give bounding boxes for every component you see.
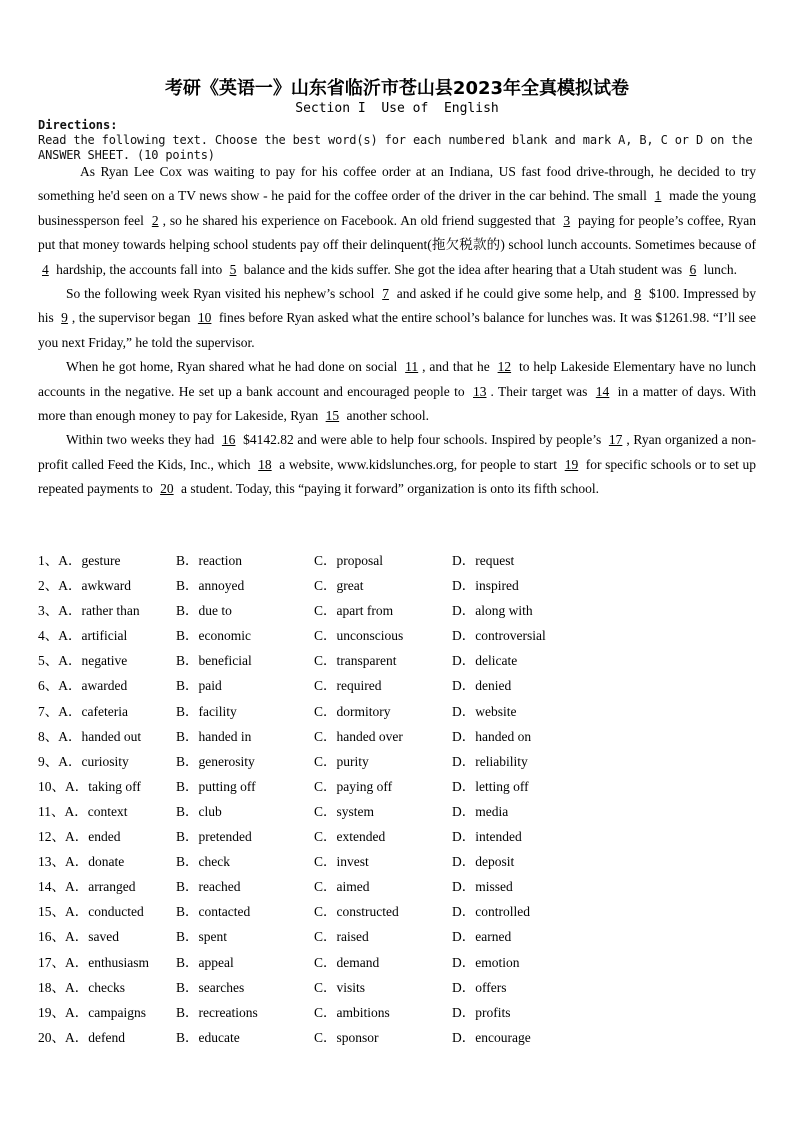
blank-4: 4 (42, 261, 49, 277)
option-c: C．handed over (314, 728, 403, 744)
option-a (38, 799, 128, 824)
question-row (38, 623, 756, 648)
option-a (38, 648, 127, 673)
question-row (38, 774, 756, 799)
question-row (38, 849, 756, 874)
passage-text: , and that he (422, 359, 494, 375)
option-d: D．delicate (452, 653, 518, 669)
passage-text: in a matter of days. With more than enough money to pay for Lakeside, Ryan (38, 383, 756, 424)
blank-6: 6 (689, 261, 697, 277)
passage-text: , Ryan organized a non-profit called Feed the Kids, Inc., which (38, 432, 756, 472)
question-row (38, 975, 756, 1000)
option-a (38, 849, 124, 874)
option-b: B．contacted (176, 904, 251, 920)
option-c: C．system (314, 803, 375, 819)
question-number: 15、 (38, 904, 65, 920)
passage-text: $4142.82 and were able to help four schools. Inspired by people’s (239, 432, 605, 448)
passage-text: As Ryan Lee Cox was waiting to pay for his coffee order at an Indiana, US fast food drive-through, he decided to try something he'd seen on a TV news show - he paid for the coffee order of the driver in the car behind. The small (38, 164, 756, 204)
option-c: C．demand (314, 954, 380, 970)
option-a-text: A．awkward (58, 578, 131, 594)
option-d: D．profits (452, 1004, 511, 1020)
option-a-text: A．artificial (58, 628, 128, 644)
section-subtitle: Section I Use of English (295, 101, 499, 116)
option-b: B．economic (176, 628, 251, 644)
directions-label: Directions: (38, 118, 118, 132)
question-number: 4、 (38, 628, 59, 644)
option-a (38, 724, 141, 749)
cloze-passage (38, 160, 756, 502)
page-title: 考研《英语一》山东省临沂市苍山县2023年全真模拟试卷 (164, 78, 630, 99)
option-a-text: A．ended (65, 829, 121, 845)
option-d: D．denied (452, 678, 512, 694)
option-a (38, 824, 120, 849)
blank-14: 14 (595, 383, 610, 399)
option-d: D．controversial (452, 628, 546, 644)
question-number: 5、 (38, 653, 59, 669)
passage-text: . Their target was (490, 383, 592, 399)
blank-8: 8 (634, 286, 642, 302)
question-row (38, 924, 756, 949)
option-c: C．transparent (314, 653, 397, 669)
passage-text: fines before Ryan asked what the entire school’s balance for lunches was. It was $1261.98. “I’ll see you next Friday,” he told the supervisor. (38, 310, 756, 350)
option-b: B．reaction (176, 553, 242, 568)
blank-15: 15 (325, 408, 340, 424)
option-a-text: A．handed out (58, 728, 142, 744)
blank-17: 17 (608, 432, 623, 448)
question-row (38, 749, 756, 774)
option-a-text: A．arranged (65, 879, 136, 895)
option-a-text: A．rather than (58, 603, 140, 619)
option-a (38, 598, 140, 623)
option-d: D．encourage (452, 1029, 531, 1045)
passage-text: to help Lakeside Elementary have no lunch accounts in the negative. He set up a bank account and encouraged people to (38, 359, 756, 399)
option-b: B．facility (176, 703, 237, 719)
blank-12: 12 (497, 359, 512, 375)
option-d: D．reliability (452, 753, 528, 769)
question-number: 2、 (38, 578, 59, 594)
passage-paragraph (38, 355, 756, 428)
question-number: 13、 (38, 854, 65, 870)
option-a-text: A．saved (65, 929, 119, 945)
option-c: C．raised (314, 929, 369, 945)
option-a (38, 774, 141, 799)
option-c: C．invest (314, 854, 369, 870)
option-c: C．required (314, 678, 382, 694)
option-c: C．paying off (314, 778, 393, 794)
question-row (38, 799, 756, 824)
option-a (38, 950, 149, 975)
option-d: D．along with (452, 603, 533, 619)
option-c: C．proposal (314, 553, 383, 568)
option-d: D．intended (452, 829, 522, 845)
passage-text: , so he shared his experience on Facebook. An old friend suggested that (162, 212, 560, 228)
option-a-text: A．context (64, 803, 128, 819)
option-d: D．handed on (452, 728, 532, 744)
passage-text: Within two weeks they had (66, 432, 218, 448)
option-b: B．paid (176, 678, 222, 694)
option-a (38, 699, 128, 724)
passage-text: $100. Impressed by his (38, 286, 756, 326)
passage-text: balance and the kids suffer. She got the idea after hearing that a Utah student was (240, 261, 686, 277)
option-c: C．ambitions (314, 1004, 390, 1020)
question-row (38, 950, 756, 975)
blank-2: 2 (151, 212, 159, 228)
option-d: D．earned (452, 929, 512, 945)
option-c: C．purity (314, 753, 369, 769)
option-c: C．sponsor (314, 1029, 379, 1045)
passage-text: , the supervisor began (71, 310, 194, 326)
question-number: 6、 (38, 678, 59, 694)
passage-text: made the young businessperson feel (38, 188, 756, 228)
option-a-text: A．awarded (58, 678, 128, 694)
option-b: B．check (176, 854, 230, 870)
option-a-text: A．taking off (65, 778, 141, 794)
option-a (38, 924, 119, 949)
option-a-text: A．negative (58, 653, 128, 669)
option-c: C．apart from (314, 603, 394, 619)
option-d: D．media (452, 803, 509, 819)
option-a (38, 749, 129, 774)
option-b: B．club (176, 803, 222, 819)
option-d: D．emotion (452, 954, 520, 970)
passage-text: paying for people’s coffee, Ryan put that money towards helping school students pay off their delinquent(拖欠税款的) school lunch accounts. Sometimes because of (38, 212, 756, 253)
option-a-text: A．enthusiasm (65, 954, 149, 970)
question-row (38, 699, 756, 724)
option-c: C．aimed (314, 879, 370, 895)
option-a (38, 1000, 146, 1025)
option-a (38, 673, 127, 698)
question-number: 20、 (38, 1029, 65, 1045)
question-number: 8、 (38, 728, 59, 744)
option-a-text: A．checks (65, 979, 125, 995)
option-b: B．spent (176, 929, 228, 945)
option-a (38, 874, 135, 899)
blank-10: 10 (197, 310, 212, 326)
question-row (38, 824, 756, 849)
passage-text: for specific schools or to set up repeated payments to (38, 456, 756, 497)
question-row (38, 673, 756, 698)
option-d: D．website (452, 703, 517, 719)
option-d: D．inspired (452, 578, 519, 594)
option-c: C．visits (314, 979, 366, 995)
option-a (38, 623, 127, 648)
blank-5: 5 (229, 261, 237, 277)
option-a (38, 975, 125, 1000)
passage-paragraph (38, 282, 756, 355)
option-a-text: A．defend (65, 1029, 125, 1045)
question-options-list (38, 548, 756, 1050)
option-a (38, 899, 144, 924)
blank-18: 18 (258, 456, 272, 472)
passage-text: lunch. (700, 261, 737, 277)
option-b: B．beneficial (176, 653, 252, 669)
option-c: C．extended (314, 829, 386, 845)
question-row (38, 598, 756, 623)
question-row (38, 573, 756, 598)
blank-16: 16 (221, 432, 236, 448)
option-b: B．searches (176, 979, 245, 995)
blank-9: 9 (61, 310, 68, 326)
option-a-text: A．campaigns (65, 1004, 146, 1020)
question-number: 19、 (38, 1004, 65, 1020)
option-c: C．great (314, 578, 364, 594)
option-d: D．request (452, 553, 515, 568)
option-c: C．dormitory (314, 703, 391, 719)
passage-paragraph (38, 160, 756, 282)
question-number: 16、 (38, 929, 65, 945)
question-row (38, 874, 756, 899)
directions-text: Read the following text. Choose the best word(s) for each numbered blank and mark A, B, C or D on the ANSWER SHEET. (10 points) (38, 133, 753, 162)
option-b: B．recreations (176, 1004, 258, 1020)
passage-text: a website, www.kidslunches.org, for people to start (275, 456, 561, 472)
option-d: D．controlled (452, 904, 530, 920)
option-a-text: A．cafeteria (58, 703, 128, 719)
blank-19: 19 (564, 456, 579, 472)
question-number: 17、 (38, 954, 65, 970)
option-b: B．annoyed (176, 578, 245, 594)
option-a (38, 548, 120, 573)
question-number: 12、 (38, 829, 65, 845)
option-d: D．deposit (452, 854, 515, 870)
blank-3: 3 (563, 212, 571, 228)
option-a-text: A．curiosity (58, 753, 129, 769)
option-d: D．letting off (452, 778, 529, 794)
option-c: C．unconscious (314, 628, 404, 644)
passage-text: a student. Today, this “paying it forward” organization is onto its fifth school. (177, 481, 599, 497)
question-row (38, 548, 756, 573)
option-d: D．offers (452, 979, 507, 995)
option-b: B．educate (176, 1029, 240, 1045)
question-number: 11、 (38, 803, 65, 819)
blank-11: 11 (405, 359, 419, 375)
question-row (38, 724, 756, 749)
question-row (38, 1025, 756, 1050)
option-b: B．putting off (176, 778, 256, 794)
option-c: C．constructed (314, 904, 399, 920)
blank-13: 13 (473, 383, 487, 399)
blank-20: 20 (160, 481, 174, 497)
option-b: B．due to (176, 603, 232, 619)
passage-paragraph (38, 428, 756, 501)
question-row (38, 1000, 756, 1025)
question-number: 7、 (38, 703, 59, 719)
passage-text: hardship, the accounts fall into (52, 261, 226, 277)
option-b: B．pretended (176, 829, 252, 845)
option-a-text: A．conducted (65, 904, 144, 920)
question-number: 14、 (38, 879, 65, 895)
option-b: B．appeal (176, 954, 234, 970)
directions (38, 118, 756, 163)
question-number: 10、 (38, 778, 65, 794)
question-number: 9、 (38, 753, 59, 769)
question-number: 18、 (38, 979, 65, 995)
passage-text: and asked if he could give some help, and (392, 286, 631, 302)
passage-text: So the following week Ryan visited his nephew’s school (66, 286, 379, 302)
option-b: B．generosity (176, 753, 255, 769)
question-row (38, 899, 756, 924)
passage-text: When he got home, Ryan shared what he had done on social (66, 359, 402, 375)
option-b: B．reached (176, 879, 241, 895)
option-d: D．missed (452, 879, 513, 895)
question-number: 3、 (38, 603, 59, 619)
question-number: 1、 (38, 553, 59, 568)
question-row (38, 648, 756, 673)
blank-1: 1 (654, 188, 662, 204)
blank-7: 7 (382, 286, 389, 302)
option-a (38, 573, 131, 598)
option-a-text: A．donate (65, 854, 125, 870)
option-a-text: A．gesture (58, 553, 121, 568)
option-a (38, 1025, 125, 1050)
option-b: B．handed in (176, 728, 252, 744)
passage-text: another school. (343, 408, 429, 424)
